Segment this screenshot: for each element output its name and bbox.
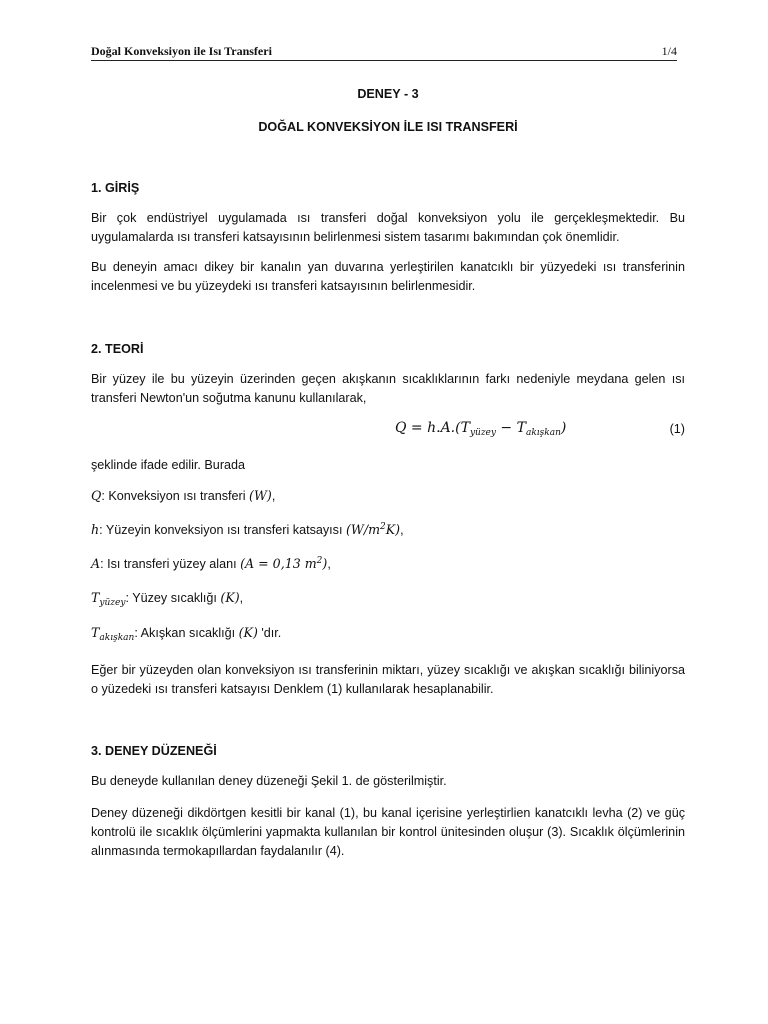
section-heading-teori: 2. TEORİ <box>91 342 144 356</box>
equation-1 <box>91 418 685 442</box>
unit-q: (W) <box>249 488 272 503</box>
giris-paragraph-1: Bir çok endüstriyel uygulamada ısı transferi doğal konveksiyon yolu ile gerçekleşmektedir. Bu uygulamalarda ısı transferi katsayısının belirlenmesi sistem tasarımı bakımından çok önemlidir. <box>91 211 685 244</box>
definition-t-yuzey: $T_{yüzey}$: Yüzey sıcaklığı (K), <box>91 590 244 608</box>
definition-a: A: Isı transferi yüzey alanı (A = 0,13 $m^2$), <box>91 556 331 572</box>
experiment-label: DENEY - 3 <box>357 87 419 101</box>
section-heading-giris: 1. GİRİŞ <box>91 181 140 195</box>
header-title: Doğal Konveksiyon ile Isı Transferi <box>91 44 272 58</box>
duzenek-paragraph-1: Bu deneyde kullanılan deney düzeneği Şekil 1. de gösterilmiştir. <box>91 774 447 788</box>
duzenek-paragraph-2: Deney düzeneği dikdörtgen kesitli bir kanal (1), bu kanal içerisine yerleştirlien kanatcıklı levha (2) ve güç kontrolü ile sıcaklık ölçümlerini yapmakta kullanılan bir kontrol ünitesinden oluşur (3). Sıcaklık ölçümlerinin alınmasında termokapıllardan faydalanılır (4). <box>91 806 685 858</box>
unit-t-yuzey: (K) <box>220 590 240 605</box>
giris-paragraph-2: Bu deneyin amacı dikey bir kanalın yan duvarına yerleştirilen kanatcıklı bir yüzyedeki ısı transferinin incelenmesi ve bu yüzeydeki ısı transferi katsayısının belirlenmesidir. <box>91 260 685 293</box>
symbol-t-yuzey: $T_{yüzey}$ <box>91 590 126 608</box>
definition-t-akiskan-text: : Akışkan sıcaklığı <box>134 626 239 640</box>
unit-t-akiskan: (K) <box>238 625 258 640</box>
symbol-a: A <box>91 556 101 572</box>
definition-q-text: : Konveksiyon ısı transferi <box>101 489 250 503</box>
value-a: (A = 0,13 $m^2$) <box>240 556 328 572</box>
definition-h: h: Yüzeyin konveksiyon ısı transferi katsayısı $(W/m^2K)$, <box>91 522 404 538</box>
definition-a-text: : Isı transferi yüzey alanı <box>100 557 241 572</box>
definition-t-yuzey-text: : Yüzey sıcaklığı <box>125 591 221 605</box>
page-number: 1/4 <box>661 44 677 58</box>
symbol-h: h <box>91 522 100 538</box>
definition-t-akiskan <box>91 625 281 643</box>
symbol-t-akiskan: $T_{akışkan}$ <box>91 625 135 643</box>
page-header <box>91 44 677 61</box>
definition-q: Q: Konveksiyon ısı transferi (W), <box>91 488 276 503</box>
teori-paragraph-1: Bir yüzey ile bu yüzeyin üzerinden geçen akışkanın sıcaklıklarının farkı nedeniyle meydana gelen ısı transferi Newton'un soğutma kanunu kullanılarak, <box>91 372 685 405</box>
teori-paragraph-2: şeklinde ifade edilir. Burada <box>91 458 246 472</box>
definition-h-text: : Yüzeyin konveksiyon ısı transferi katsayısı <box>99 523 346 538</box>
teori-paragraph-3: Eğer bir yüzeyden olan konveksiyon ısı transferinin miktarı, yüzey sıcaklığı ve akışkan sıcaklığı biliniyorsa o yüzedeki ısı transferi katsayısı Denklem (1) kullanılarak hesaplanabilir. <box>91 663 685 696</box>
section-heading-deney-duzenegi: 3. DENEY DÜZENEĞİ <box>91 744 217 758</box>
equation-number: (1) <box>669 422 685 436</box>
symbol-q: Q <box>91 488 102 503</box>
document-title: DOĞAL KONVEKSİYON İLE ISI TRANSFERİ <box>258 120 518 134</box>
unit-h: $(W/m^2K)$ <box>345 522 401 538</box>
equation-formula: $Q = h.A.(T_{yüzey} - T_{akışkan})$ <box>395 420 567 438</box>
definition-t-akiskan-suffix: 'dır. <box>257 626 282 640</box>
